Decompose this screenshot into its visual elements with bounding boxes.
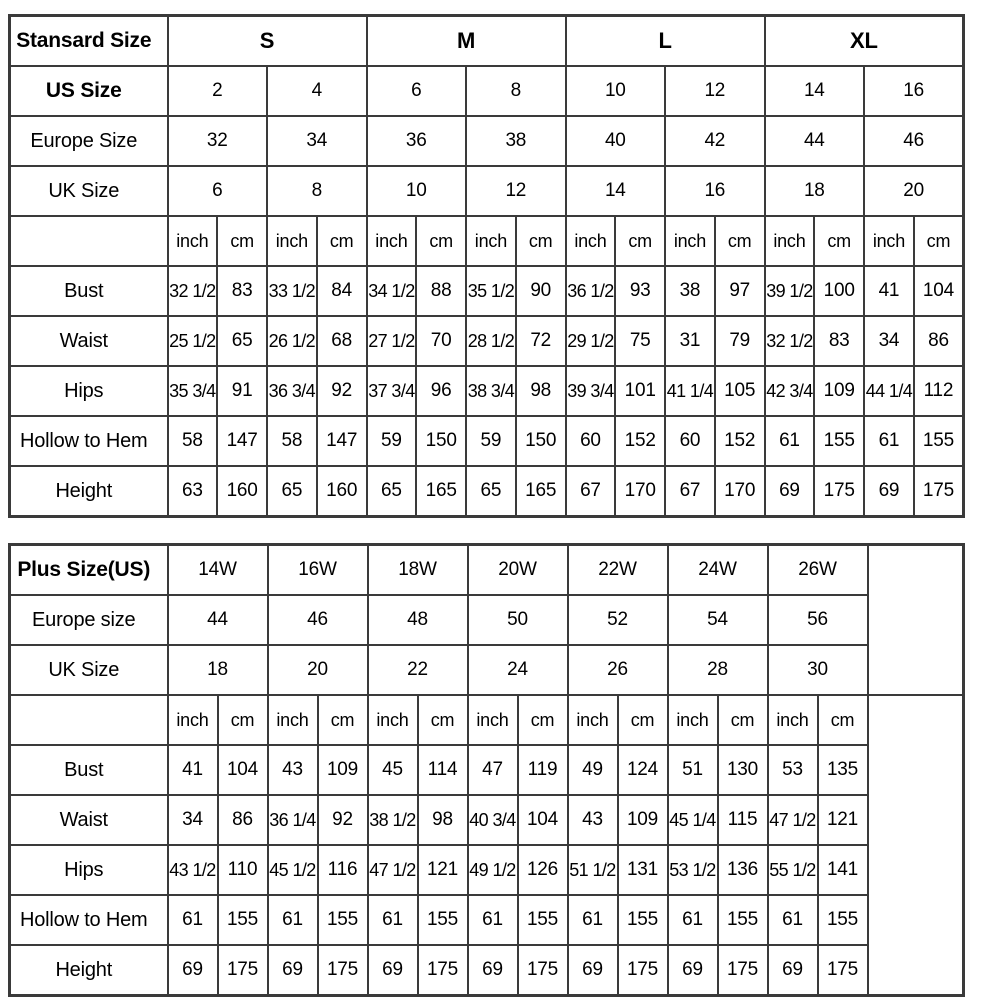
unit-header-cm: cm [217,216,267,266]
measure-value: 61 [268,895,318,945]
size-value: 14 [566,166,666,216]
measure-value: 36 1/2 [566,266,616,316]
measure-value: 90 [516,266,566,316]
measure-value: 69 [765,466,815,517]
measure-value: 47 [468,745,518,795]
standard-measure-row [10,466,964,517]
measure-value: 84 [317,266,367,316]
measure-value: 69 [668,945,718,996]
unit-header-inch: inch [566,216,616,266]
measure-value: 170 [715,466,765,517]
measure-value: 104 [218,745,268,795]
measure-value: 160 [217,466,267,517]
measure-value: 25 1/2 [168,316,218,366]
size-value: 50 [468,595,568,645]
measure-value: 41 [864,266,914,316]
plus-measure-row [10,845,964,895]
size-value: 32 [168,116,268,166]
unit-header-inch: inch [468,695,518,745]
measure-value: 38 [665,266,715,316]
size-value: 40 [566,116,666,166]
measure-value: 93 [615,266,665,316]
measure-value: 98 [516,366,566,416]
unit-header-cm: cm [218,695,268,745]
standard-measure-row [10,366,964,416]
measure-value: 109 [618,795,668,845]
plus-header-row-europe-size [10,595,964,645]
size-value: 2 [168,66,268,116]
size-value: 10 [367,166,467,216]
measure-value: 105 [715,366,765,416]
size-value: 34 [267,116,367,166]
measure-value: 38 3/4 [466,366,516,416]
measure-value: 41 [168,745,218,795]
measure-value: 155 [418,895,468,945]
measure-value: 55 1/2 [768,845,818,895]
plus-size-header-24w: 24W [668,545,768,596]
unit-row-label-blank [10,695,168,745]
measure-value: 83 [217,266,267,316]
measure-value: 61 [168,895,218,945]
measure-value: 155 [318,895,368,945]
plus-size-header-16w: 16W [268,545,368,596]
measure-value: 175 [218,945,268,996]
measure-value: 86 [914,316,964,366]
size-value: 28 [668,645,768,695]
measure-value: 61 [668,895,718,945]
measure-value: 175 [618,945,668,996]
standard-group-header-row [10,16,964,67]
measure-value: 61 [468,895,518,945]
measure-value: 61 [368,895,418,945]
size-value: 18 [765,166,865,216]
unit-header-inch: inch [466,216,516,266]
unit-header-cm: cm [516,216,566,266]
measure-value: 100 [814,266,864,316]
measure-value: 40 3/4 [468,795,518,845]
size-value: 52 [568,595,668,645]
standard-measure-row [10,316,964,366]
measure-value: 175 [818,945,868,996]
measure-value: 61 [568,895,618,945]
size-value: 14 [765,66,865,116]
measure-value: 44 1/4 [864,366,914,416]
size-value: 26 [568,645,668,695]
measure-value: 147 [217,416,267,466]
measure-value: 121 [818,795,868,845]
row-label-hips: Hips [10,845,168,895]
measure-value: 88 [416,266,466,316]
measure-value: 79 [715,316,765,366]
measure-value: 63 [168,466,218,517]
measure-value: 67 [665,466,715,517]
unit-header-inch: inch [268,695,318,745]
measure-value: 34 [168,795,218,845]
unit-header-cm: cm [718,695,768,745]
size-value: 54 [668,595,768,645]
measure-value: 119 [518,745,568,795]
unit-header-inch: inch [668,695,718,745]
plus-measure-row [10,895,964,945]
measure-value: 152 [615,416,665,466]
measure-value: 155 [618,895,668,945]
measure-value: 43 [268,745,318,795]
plus-unit-row [10,695,964,745]
size-value: 44 [765,116,865,166]
row-label-europe-size: Europe size [10,595,168,645]
measure-value: 36 1/4 [268,795,318,845]
measure-value: 175 [518,945,568,996]
unit-header-inch: inch [368,695,418,745]
size-value: 6 [367,66,467,116]
measure-value: 51 1/2 [568,845,618,895]
measure-value: 61 [864,416,914,466]
measure-value: 31 [665,316,715,366]
measure-value: 92 [317,366,367,416]
unit-row-label-blank [10,216,168,266]
size-value: 24 [468,645,568,695]
standard-measure-row [10,266,964,316]
measure-value: 68 [317,316,367,366]
size-value: 8 [267,166,367,216]
standard-header-row-europe-size [10,116,964,166]
measure-value: 45 1/4 [668,795,718,845]
standard-unit-row [10,216,964,266]
measure-value: 96 [416,366,466,416]
measure-value: 152 [715,416,765,466]
plus-measure-row [10,745,964,795]
group-header-xl: XL [765,16,964,67]
size-value: 38 [466,116,566,166]
measure-value: 43 [568,795,618,845]
plus-measure-row [10,945,964,996]
size-value: 12 [665,66,765,116]
measure-value: 58 [168,416,218,466]
measure-value: 116 [318,845,368,895]
unit-header-inch: inch [168,695,218,745]
measure-value: 104 [518,795,568,845]
measure-value: 65 [466,466,516,517]
measure-value: 33 1/2 [267,266,317,316]
measure-value: 126 [518,845,568,895]
measure-value: 147 [317,416,367,466]
standard-size-title: Stansard Size [10,16,168,67]
measure-value: 49 1/2 [468,845,518,895]
measure-value: 155 [814,416,864,466]
measure-value: 101 [615,366,665,416]
measure-value: 53 [768,745,818,795]
unit-header-cm: cm [418,695,468,745]
measure-value: 65 [367,466,417,517]
measure-value: 92 [318,795,368,845]
measure-value: 136 [718,845,768,895]
measure-value: 38 1/2 [368,795,418,845]
unit-header-cm: cm [715,216,765,266]
measure-value: 35 1/2 [466,266,516,316]
size-value: 20 [268,645,368,695]
measure-value: 150 [416,416,466,466]
row-label-us-size: US Size [10,66,168,116]
plus-size-title: Plus Size(US) [10,545,168,596]
unit-header-inch: inch [568,695,618,745]
size-value: 20 [864,166,964,216]
measure-value: 110 [218,845,268,895]
plus-table-blank-area [868,545,964,696]
measure-value: 135 [818,745,868,795]
measure-value: 124 [618,745,668,795]
size-value: 10 [566,66,666,116]
measure-value: 59 [367,416,417,466]
plus-header-row-uk-size [10,645,964,695]
standard-header-row-uk-size [10,166,964,216]
measure-value: 51 [668,745,718,795]
unit-header-cm: cm [814,216,864,266]
measure-value: 49 [568,745,618,795]
size-value: 16 [864,66,964,116]
unit-header-inch: inch [168,216,218,266]
plus-size-table [8,543,965,997]
measure-value: 155 [818,895,868,945]
measure-value: 69 [468,945,518,996]
plus-size-header-14w: 14W [168,545,268,596]
measure-value: 28 1/2 [466,316,516,366]
measure-value: 121 [418,845,468,895]
measure-value: 39 1/2 [765,266,815,316]
measure-value: 175 [814,466,864,517]
row-label-hollow-to-hem: Hollow to Hem [10,895,168,945]
row-label-uk-size: UK Size [10,166,168,216]
unit-header-cm: cm [518,695,568,745]
measure-value: 69 [368,945,418,996]
measure-value: 109 [318,745,368,795]
measure-value: 69 [268,945,318,996]
measure-value: 35 3/4 [168,366,218,416]
plus-size-header-20w: 20W [468,545,568,596]
measure-value: 175 [718,945,768,996]
measure-value: 83 [814,316,864,366]
measure-value: 175 [318,945,368,996]
measure-value: 60 [566,416,616,466]
measure-value: 26 1/2 [267,316,317,366]
measure-value: 109 [814,366,864,416]
measure-value: 75 [615,316,665,366]
measure-value: 65 [217,316,267,366]
measure-value: 72 [516,316,566,366]
measure-value: 61 [768,895,818,945]
measure-value: 34 [864,316,914,366]
measure-value: 175 [418,945,468,996]
row-label-europe-size: Europe Size [10,116,168,166]
row-label-height: Height [10,945,168,996]
measure-value: 112 [914,366,964,416]
unit-header-inch: inch [367,216,417,266]
measure-value: 155 [914,416,964,466]
row-label-waist: Waist [10,795,168,845]
measure-value: 114 [418,745,468,795]
row-label-height: Height [10,466,168,517]
measure-value: 47 1/2 [368,845,418,895]
size-value: 42 [665,116,765,166]
measure-value: 155 [218,895,268,945]
plus-size-header-18w: 18W [368,545,468,596]
measure-value: 69 [168,945,218,996]
unit-header-cm: cm [818,695,868,745]
measure-value: 175 [914,466,964,517]
measure-value: 36 3/4 [267,366,317,416]
standard-measure-row [10,416,964,466]
measure-value: 32 1/2 [765,316,815,366]
measure-value: 97 [715,266,765,316]
measure-value: 91 [217,366,267,416]
group-header-l: L [566,16,765,67]
measure-value: 170 [615,466,665,517]
row-label-hollow-to-hem: Hollow to Hem [10,416,168,466]
measure-value: 115 [718,795,768,845]
measure-value: 45 [368,745,418,795]
standard-header-row-us-size [10,66,964,116]
size-value: 48 [368,595,468,645]
row-label-bust: Bust [10,745,168,795]
size-value: 4 [267,66,367,116]
measure-value: 32 1/2 [168,266,218,316]
measure-value: 155 [718,895,768,945]
measure-value: 131 [618,845,668,895]
measure-value: 37 3/4 [367,366,417,416]
measure-value: 104 [914,266,964,316]
size-value: 46 [864,116,964,166]
unit-header-cm: cm [618,695,668,745]
size-value: 18 [168,645,268,695]
measure-value: 60 [665,416,715,466]
size-value: 6 [168,166,268,216]
measure-value: 69 [768,945,818,996]
measure-value: 165 [516,466,566,517]
unit-header-cm: cm [416,216,466,266]
plus-table-blank-area-lower [868,695,964,996]
unit-header-cm: cm [615,216,665,266]
measure-value: 70 [416,316,466,366]
unit-header-cm: cm [318,695,368,745]
measure-value: 58 [267,416,317,466]
plus-measure-row [10,795,964,845]
plus-size-header-26w: 26W [768,545,868,596]
measure-value: 67 [566,466,616,517]
measure-value: 160 [317,466,367,517]
group-header-m: M [367,16,566,67]
group-header-s: S [168,16,367,67]
measure-value: 86 [218,795,268,845]
measure-value: 41 1/4 [665,366,715,416]
measure-value: 27 1/2 [367,316,417,366]
plus-size-header-row [10,545,964,596]
measure-value: 39 3/4 [566,366,616,416]
row-label-bust: Bust [10,266,168,316]
unit-header-cm: cm [317,216,367,266]
size-value: 8 [466,66,566,116]
measure-value: 34 1/2 [367,266,417,316]
measure-value: 43 1/2 [168,845,218,895]
measure-value: 69 [568,945,618,996]
size-value: 22 [368,645,468,695]
size-value: 46 [268,595,368,645]
measure-value: 65 [267,466,317,517]
measure-value: 61 [765,416,815,466]
size-value: 36 [367,116,467,166]
unit-header-inch: inch [768,695,818,745]
standard-size-table [8,14,965,518]
size-value: 12 [466,166,566,216]
size-value: 30 [768,645,868,695]
measure-value: 47 1/2 [768,795,818,845]
measure-value: 130 [718,745,768,795]
plus-size-header-22w: 22W [568,545,668,596]
measure-value: 141 [818,845,868,895]
measure-value: 29 1/2 [566,316,616,366]
size-value: 16 [665,166,765,216]
measure-value: 45 1/2 [268,845,318,895]
row-label-hips: Hips [10,366,168,416]
measure-value: 42 3/4 [765,366,815,416]
size-value: 56 [768,595,868,645]
measure-value: 155 [518,895,568,945]
measure-value: 98 [418,795,468,845]
measure-value: 69 [864,466,914,517]
row-label-uk-size: UK Size [10,645,168,695]
measure-value: 165 [416,466,466,517]
measure-value: 53 1/2 [668,845,718,895]
size-value: 44 [168,595,268,645]
unit-header-cm: cm [914,216,964,266]
unit-header-inch: inch [665,216,715,266]
unit-header-inch: inch [267,216,317,266]
unit-header-inch: inch [765,216,815,266]
row-label-waist: Waist [10,316,168,366]
measure-value: 150 [516,416,566,466]
unit-header-inch: inch [864,216,914,266]
measure-value: 59 [466,416,516,466]
